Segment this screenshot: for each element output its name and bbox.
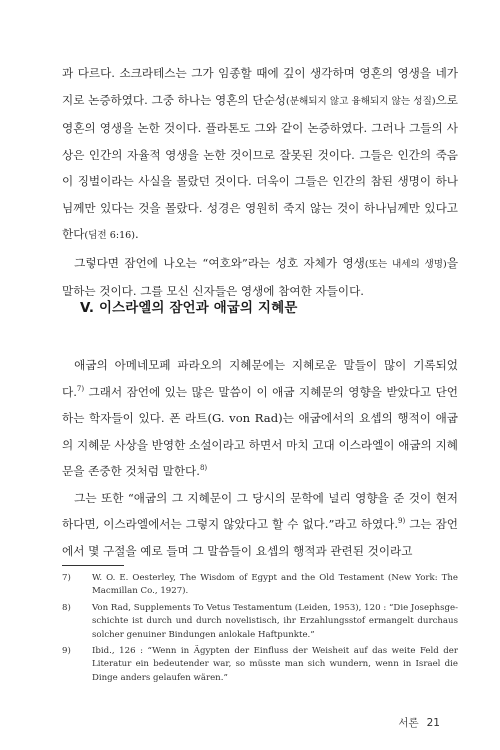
footnote-divider [62, 565, 124, 566]
footnotes [62, 572, 458, 688]
paragraph-3 [62, 352, 458, 485]
paragraph-1-gloss: (분해되지 않고 융해되지 않는 성질) [285, 95, 436, 107]
paragraph-2-text-a: 그렇다면 잠언에 나오는 “여호와”라는 성호 자체가 영생 [74, 255, 365, 270]
footnote-text: Ibid., 126 : “Wenn in Ägypten der Einfluss der Weisheit auf das weite Feld der Literatur ein bedeutender war, so müsste man sich wundern, wenn in Israel die Dinge anders gelaufen wären.” [92, 646, 458, 683]
paragraph-1-text-b: 으로 영혼의 영생을 논한 것이다. 플라톤도 그와 같이 논증하였다. 그러나 그들의 사상은 인간의 자율적 영생을 논한 것이므로 잘못된 것이다. 그들은 인간의 죽음이 징벌이라는 사실을 몰랐던 것이다. 더욱이 그들은 인간의 참된 생명이 하나님께만 있다는 것을 몰랐다. 성경은 영원히 죽지 않는 것이 하나님께만 있다고 한다 [62, 92, 458, 241]
footnote-text: Von Rad, Supplements To Vetus Testamentum (Leiden, 1953), 120 : “Die Josephsge- schichte ist durch und durch novelistisch, ihr Erzahlungsstof ermangelt durchaus solcher genuiner Bindungen anlokale Haftpunkte.” [92, 602, 458, 640]
page-number: 21 [426, 717, 440, 729]
footnote-number: 9) [62, 646, 71, 657]
page-footer [398, 715, 440, 730]
footnote-8 [62, 602, 458, 642]
paragraph-4 [62, 485, 458, 565]
paragraph-1 [62, 60, 458, 250]
paragraph-1-text-a: 과 다르다. 소크라테스는 그가 임종할 때에 깊이 생각하며 영혼의 영생을 네가지로 논증하였다. 그중 하나는 영혼의 단순성 [62, 66, 458, 107]
footnote-ref-9[interactable]: 9) [398, 517, 406, 526]
running-section-title: 서론 [398, 717, 419, 729]
footnote-number: 8) [62, 602, 71, 613]
paragraph-1-citation: (딤전 6:16) [84, 230, 136, 241]
paragraph-3-text-a: 애굽의 아메네모페 파라오의 지혜문에는 지혜로운 말들이 많이 기록되었다. [62, 358, 458, 399]
body-text-section-5 [62, 352, 458, 564]
footnote-number: 7) [62, 573, 71, 583]
paragraph-3-text-b: 그래서 잠언에 있는 많은 말씀이 이 애굽 지혜문의 영향을 받았다고 단언하는 학자들이 있다. 폰 라트(G. von Rad)는 애굽에서의 요셉의 행적이 애굽의 지혜문 사상을 반영한 소설이라고 하면서 마치 고대 이스라엘이 애굽의 지혜문을 존중한 것처럼 말한다. [62, 384, 458, 478]
footnote-ref-8[interactable]: 8) [199, 464, 208, 473]
section-heading: V. 이스라엘의 잠언과 애굽의 지혜문 [80, 301, 298, 316]
footnote-text: W. O. E. Oesterley, The Wisdom of Egypt and the Old Testament (New York: The Macmillan Co., 1927). [92, 573, 458, 597]
footnote-7 [62, 572, 458, 599]
footnote-ref-7[interactable]: 7) [76, 384, 85, 393]
paragraph-2-text-b: 을 말하는 것이다. 그를 모신 신자들은 영생에 참여한 자들이다. [62, 255, 459, 298]
body-text [62, 60, 458, 305]
footnote-9 [62, 645, 458, 685]
paragraph-4-text-b: 그는 잠언에서 몇 구절을 예로 들며 그 말씀들이 요셉의 행적과 관련된 것이라고 [62, 517, 458, 558]
paragraph-1-end: . [135, 227, 139, 241]
paragraph-2-gloss: (또는 내세의 생명) [364, 258, 447, 270]
paragraph-4-text-a: 그는 또한 “애굽의 그 지혜문이 그 당시의 문학에 널리 영향을 준 것이 현저하다면, 이스라엘에서는 그렇지 않았다고 할 수 없다.”라고 하였다. [62, 490, 458, 531]
